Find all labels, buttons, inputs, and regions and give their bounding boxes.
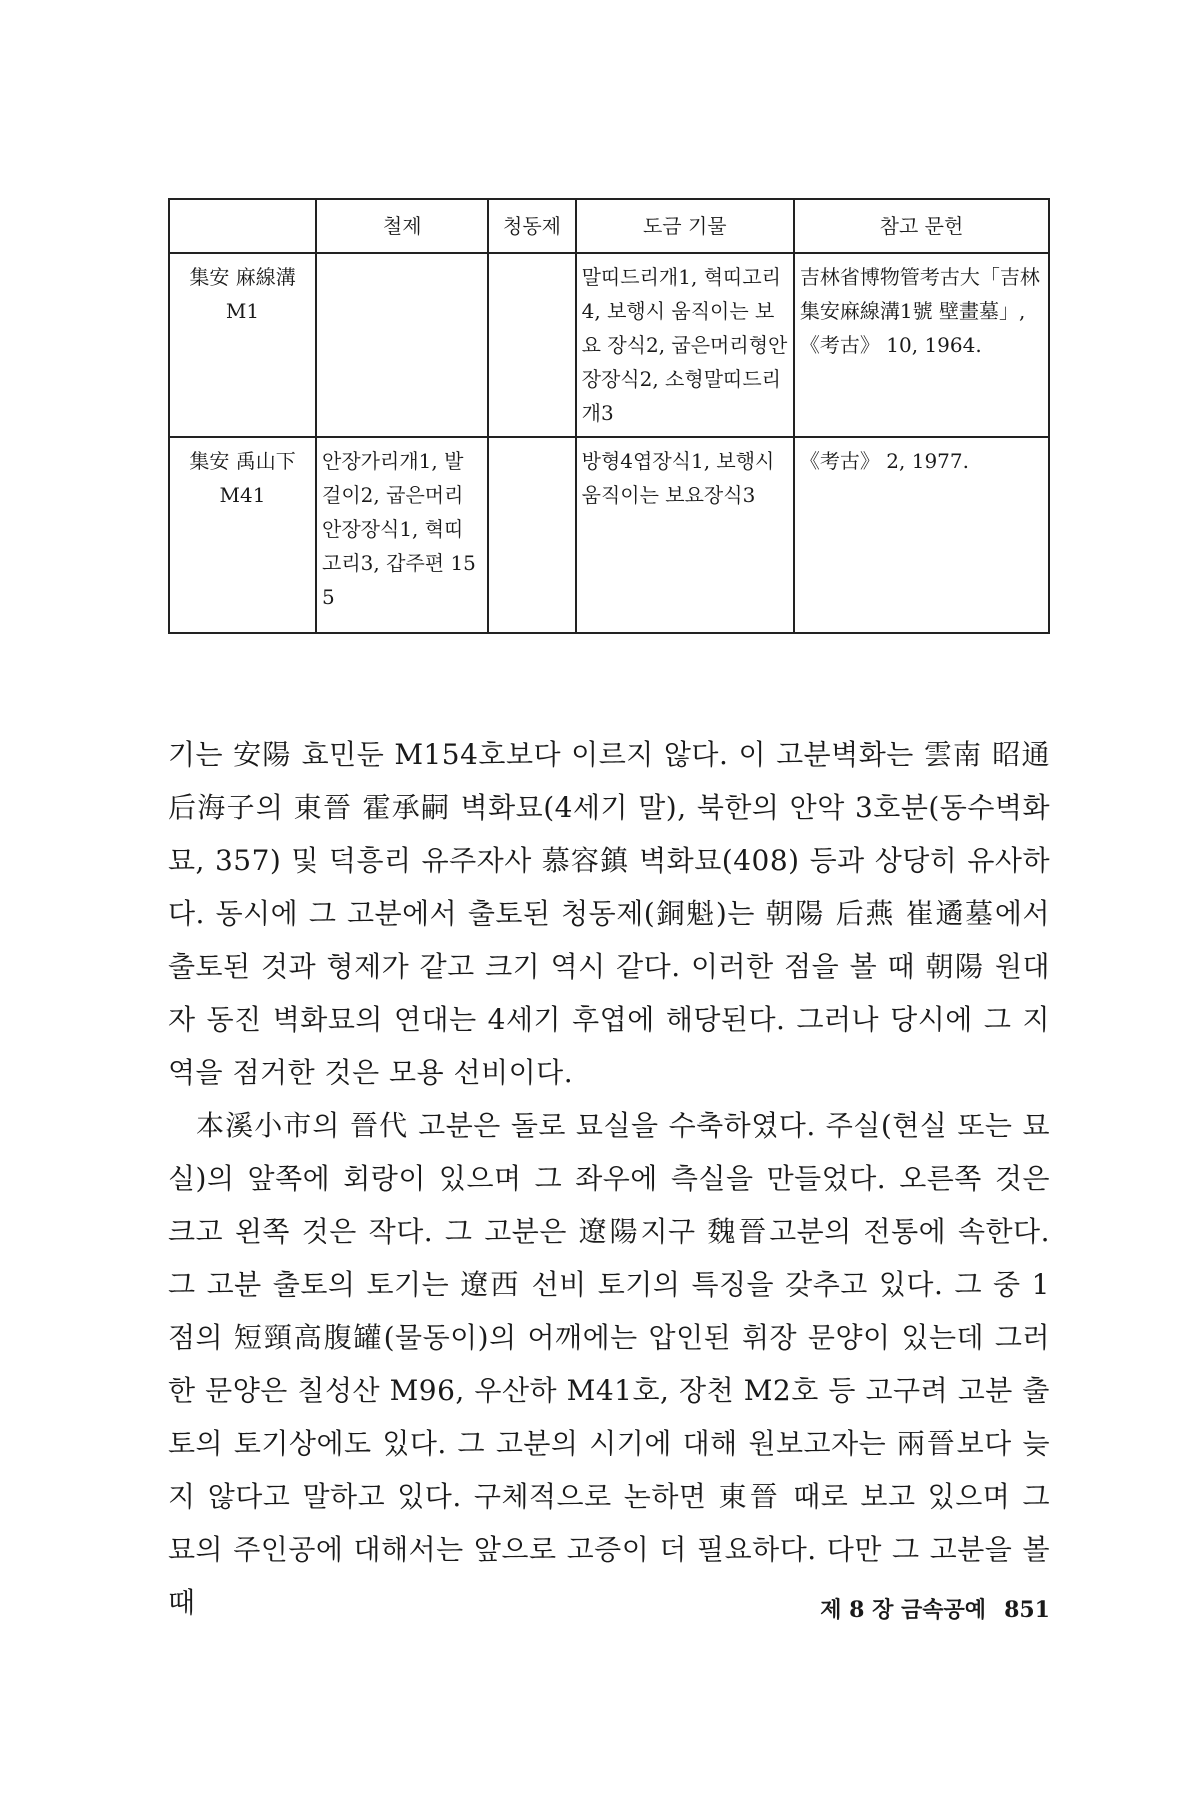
- table-row: [169, 253, 1049, 437]
- table-row: [169, 437, 1049, 633]
- iron-cell: 안장가리개1, 발걸이2, 굽은머리안장장식1, 혁띠 고리3, 갑주편 155: [316, 437, 488, 633]
- header-iron: 철제: [316, 199, 488, 253]
- site-code: M1: [225, 299, 260, 323]
- iron-cell: [316, 253, 488, 437]
- bronze-cell: [488, 253, 575, 437]
- site-name: 集安 麻線溝: [189, 265, 296, 289]
- page-footer: [770, 1593, 1050, 1624]
- header-site: [169, 199, 316, 253]
- references-cell: 吉林省博物管考古大「吉林集安麻線溝1號 壁畫墓」, 《考古》 10, 1964.: [794, 253, 1049, 437]
- site-cell: [169, 437, 316, 633]
- table-header-row: [169, 199, 1049, 253]
- paragraph: 기는 安陽 효민둔 M154호보다 이르지 않다. 이 고분벽화는 雲南 昭通后海子의 東晉 霍承嗣 벽화묘(4세기 말), 북한의 안악 3호분(동수벽화묘, 357) 및 덕흥리 유주자사 慕容鎮 벽화묘(408) 등과 상당히 유사하다. 동시에 그 고분에서 출토된 청동제(銅魁)는 朝陽 后燕 崔遹墓에서 출토된 것과 형제가 같고 크기 역시 같다. 이러한 점을 볼 때 朝陽 원대자 동진 벽화묘의 연대는 4세기 후엽에 해당된다. 그러나 당시에 그 지역을 점거한 것은 모용 선비이다.: [168, 738, 1050, 1089]
- paragraph: 本溪小市의 晉代 고분은 돌로 묘실을 수축하였다. 주실(현실 또는 묘실)의 앞쪽에 회랑이 있으며 그 좌우에 측실을 만들었다. 오른쪽 것은 크고 왼쪽 것은 작다. 그 고분은 遼陽지구 魏晉고분의 전통에 속한다. 그 고분 출토의 토기는 遼西 선비 토기의 특징을 갖추고 있다. 그 중 1점의 短頸高腹罐(물동이)의 어깨에는 압인된 휘장 문양이 있는데 그러한 문양은 칠성산 M96, 우산하 M41호, 장천 M2호 등 고구려 고분 출토의 토기상에도 있다. 그 고분의 시기에 대해 원보고자는 兩晉보다 늦지 않다고 말하고 있다. 구체적으로 논하면 東晉 때로 보고 있으며 그 묘의 주인공에 대해서는 앞으로 고증이 더 필요하다. 다만 그 고분을 볼 때: [168, 1109, 1050, 1619]
- header-gilt: 도금 기물: [576, 199, 794, 253]
- gilt-cell: 방형4엽장식1, 보행시 움직이는 보요장식3: [576, 437, 794, 633]
- chapter-title: 제 8 장 금속공예: [820, 1597, 987, 1623]
- body-text: [168, 728, 1050, 1629]
- gilt-cell: 말띠드리개1, 혁띠고리4, 보행시 움직이는 보요 장식2, 굽은머리형안장장식2, 소형말띠드리개3: [576, 253, 794, 437]
- references-cell: 《考古》 2, 1977.: [794, 437, 1049, 633]
- bronze-cell: [488, 437, 575, 633]
- header-references: 참고 문헌: [794, 199, 1049, 253]
- page-number: 851: [1004, 1597, 1050, 1623]
- site-cell: [169, 253, 316, 437]
- site-code: M41: [219, 483, 266, 507]
- reference-table: [168, 198, 1050, 634]
- header-bronze: 청동제: [488, 199, 575, 253]
- site-name: 集安 禹山下: [189, 449, 296, 473]
